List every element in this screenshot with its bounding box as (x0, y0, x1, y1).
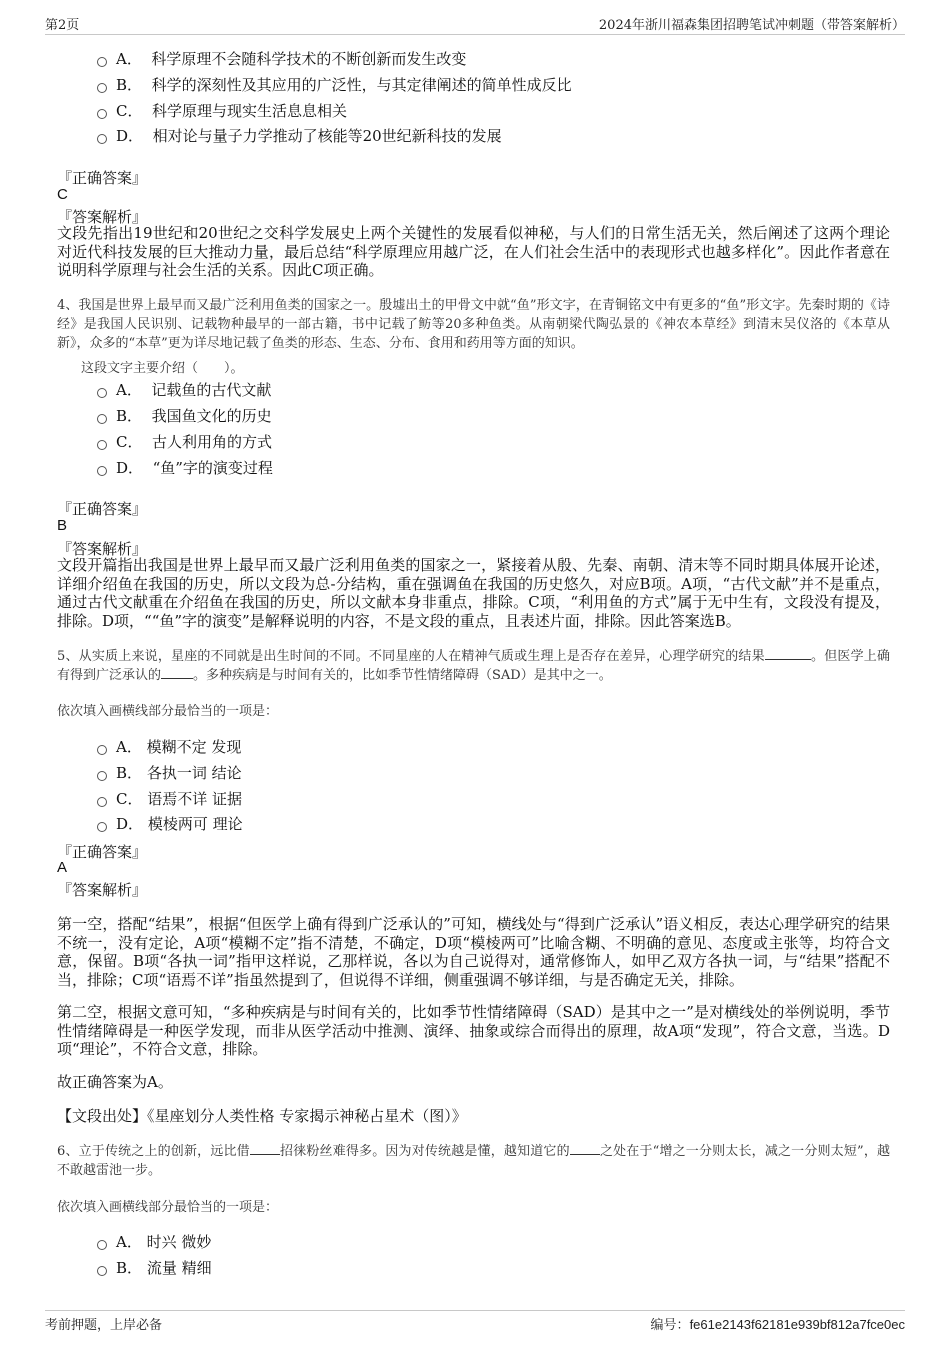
blank-line (570, 1142, 600, 1155)
q4-stem: 4、我国是世界上最早而又最广泛利用鱼类的国家之一。殷墟出土的甲骨文中就“鱼”形文字，在青铜铭文中有更多的“鱼”形文字。先秦时期的《诗经》是我国人民识别、记载物种最早的一部古籍，书中记载了鲂等20多种鱼类。从南朝梁代陶弘景的《神农本草经》到清末吴仪洛的《本草从新》，众多的“本草”更为详尽地记载了鱼类的形态、生态、分布、食用和药用等方面的知识。 (57, 298, 890, 351)
q5-instruction: 依次填入画横线部分最恰当的一项是： (57, 704, 279, 719)
radio-icon[interactable] (97, 797, 107, 807)
radio-icon[interactable] (97, 109, 107, 119)
q5-conclusion: 故正确答案为A。 (57, 1073, 173, 1091)
q3-option-b[interactable]: B． 科学的深刻性及其应用的广泛性，与其定律阐述的简单性成反比 (97, 74, 572, 95)
q6-instruction: 依次填入画横线部分最恰当的一项是： (57, 1200, 279, 1215)
q5-option-b[interactable]: B． 各执一词 结论 (97, 762, 242, 783)
q3-option-d[interactable]: D． 相对论与量子力学推动了核能等20世纪新科技的发展 (97, 125, 502, 146)
q4-option-c[interactable]: C． 古人利用角的方式 (97, 431, 272, 452)
page-header (45, 12, 905, 35)
q3-option-a[interactable]: A． 科学原理不会随科学技术的不断创新而发生改变 (97, 48, 466, 69)
q5-analysis-label: 『答案解析』 (57, 881, 148, 899)
q4-analysis-label: 『答案解析』 (57, 540, 148, 558)
q3-answer: C (57, 186, 68, 203)
q5-option-a[interactable]: A． 模糊不定 发现 (97, 736, 241, 757)
q5-stem: 5、从实质上来说，星座的不同就是出生时间的不同。不同星座的人在精神气质或生理上是否存在差异，心理学研究的结果 。但医学上确有得到广泛承认的 。多种疾病是与时间有关的，比如季节性情绪障碍（SAD）是其中之一。 (57, 649, 890, 683)
q4-answer: B (57, 517, 68, 534)
document-code: 编号：fe61e2143f62181e939bf812a7fce0ec (650, 1317, 905, 1332)
q6-option-a[interactable]: A． 时兴 微妙 (97, 1231, 211, 1252)
q5-answer: A (57, 859, 68, 876)
radio-icon[interactable] (97, 466, 107, 476)
radio-icon[interactable] (97, 1266, 107, 1276)
q4-analysis: 文段开篇指出我国是世界上最早而又最广泛利用鱼类的国家之一，紧接着从殷、先秦、南朝、清末等不同时期具体展开论述，详细介绍鱼在我国的历史，所以文段为总-分结构，重在强调鱼在我国的历史悠久，对应B项。A项，“古代文献”并不是重点，通过古代文献重在介绍鱼在我国的历史，所以文献本身非重点，排除。C项，“利用鱼的方式”属于无中生有，文段没有提及，排除。D项，““鱼”字的演变”是解释说明的内容，不是文段的重点，且表述片面，排除。因此答案选B。 (57, 556, 890, 630)
footer-slogan: 考前押题，上岸必备 (45, 1318, 163, 1333)
q3-answer-label: 『正确答案』 (57, 169, 148, 187)
q5-source: 【文段出处】《星座划分人类性格 专家揭示神秘占星术（图）》 (57, 1107, 467, 1125)
radio-icon[interactable] (97, 745, 107, 755)
q4-answer-label: 『正确答案』 (57, 500, 148, 518)
radio-icon[interactable] (97, 83, 107, 93)
radio-icon[interactable] (97, 1240, 107, 1250)
q6-option-b[interactable]: B． 流量 精细 (97, 1257, 212, 1278)
q4-option-d[interactable]: D． “鱼”字的演变过程 (97, 457, 273, 478)
radio-icon[interactable] (97, 57, 107, 67)
page-footer (45, 1310, 905, 1333)
q6-stem: 6、立于传统之上的创新，远比借 招徕粉丝难得多。因为对传统越是懂，越知道它的 之处在于“增之一分则太长，减之一分则太短”，越不敢越雷池一步。 (57, 1144, 890, 1178)
blank-line (765, 647, 811, 660)
q4-option-b[interactable]: B． 我国鱼文化的历史 (97, 405, 272, 426)
q3-analysis: 文段先指出19世纪和20世纪之交科学发展史上两个关键性的发展看似神秘，与人们的日常生活无关，然后阐述了这两个理论对近代科技发展的巨大推动力量，最后总结“科学原理应用越广泛，在人们社会生活中的表现形式也越多样化”。因此作者意在说明科学原理与社会生活的关系。因此C项正确。 (57, 224, 890, 279)
q5-option-d[interactable]: D． 模棱两可 理论 (97, 813, 243, 834)
radio-icon[interactable] (97, 822, 107, 832)
q3-analysis-label: 『答案解析』 (57, 208, 148, 226)
q5-option-c[interactable]: C． 语焉不详 证据 (97, 788, 242, 809)
blank-line (161, 666, 193, 679)
q5-analysis-blank2: 第二空，根据文意可知，“多种疾病是与时间有关的，比如季节性情绪障碍（SAD）是其中之一”是对横线处的举例说明，季节性情绪障碍是一种医学发现，而非从医学活动中推测、演绎、抽象或综合而得出的原理，故A项“发现”，符合文意，当选。D项“理论”，不符合文意，排除。 (57, 1003, 890, 1058)
q4-option-a[interactable]: A． 记载鱼的古代文献 (97, 379, 271, 400)
page-number: 第2页 (45, 18, 80, 33)
blank-line (250, 1142, 280, 1155)
q5-analysis-blank1: 第一空，搭配“结果”，根据“但医学上确有得到广泛承认的”可知，横线处与“得到广泛承认”语义相反，表达心理学研究的结果不统一，没有定论，A项“模糊不定”指不清楚，不确定，D项“模棱两可”比喻含糊、不明确的意见、态度或主张等，均符合文意，保留。B项“各执一词”指甲这样说，乙那样说，各以为自己说得对，通常修饰人，如甲乙双方各执一词，与“结果”搭配不当，排除；C项“语焉不详”指虽然提到了，但说得不详细，侧重强调不够详细，与是否确定无关，排除。 (57, 915, 890, 989)
radio-icon[interactable] (97, 440, 107, 450)
radio-icon[interactable] (97, 134, 107, 144)
radio-icon[interactable] (97, 771, 107, 781)
radio-icon[interactable] (97, 388, 107, 398)
q5-answer-label: 『正确答案』 (57, 843, 148, 861)
radio-icon[interactable] (97, 414, 107, 424)
document-title: 2024年浙川福森集团招聘笔试冲刺题（带答案解析） (598, 18, 905, 33)
q4-question: 这段文字主要介绍（ ）。 (81, 361, 244, 376)
q3-option-c[interactable]: C． 科学原理与现实生活息息相关 (97, 100, 347, 121)
